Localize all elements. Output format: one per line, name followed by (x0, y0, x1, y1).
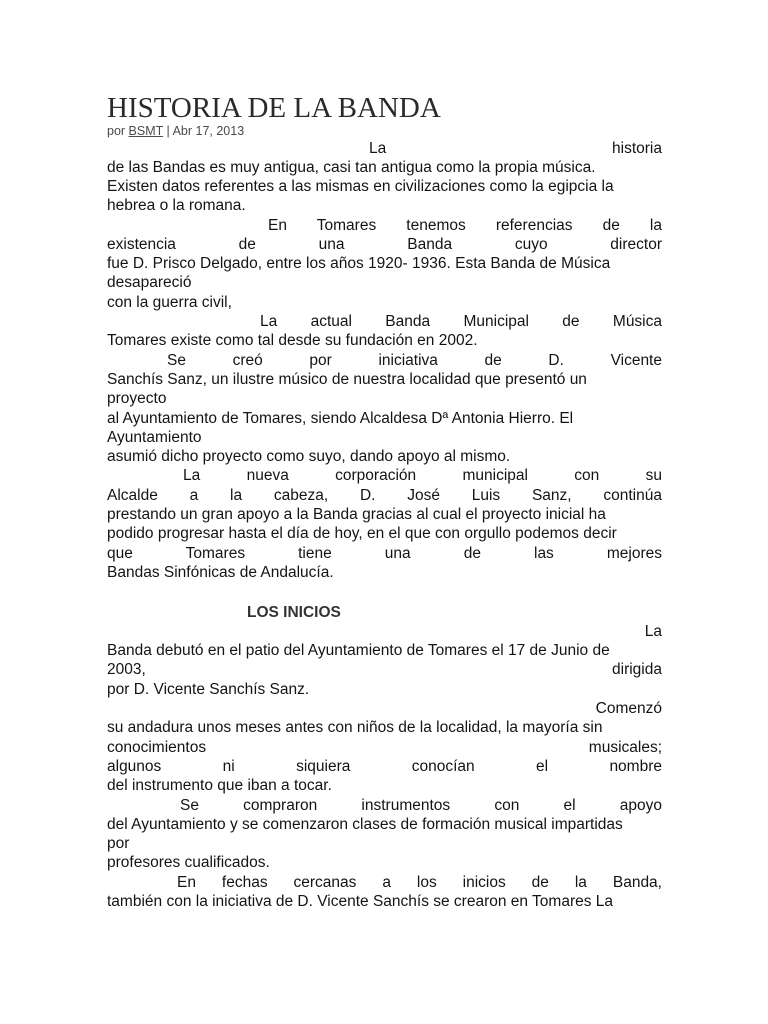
body-line: su andadura unos meses antes con niños de la localidad, la mayoría sin (107, 719, 603, 736)
body-line: por D. Vicente Sanchís Sanz. (107, 681, 310, 698)
body-line: La historia (369, 140, 662, 157)
body-line: Comenzó (595, 700, 662, 717)
body-line: La actual Banda Municipal de Música (260, 313, 662, 330)
body-line: Alcalde a la cabeza, D. José Luis Sanz, continúa (107, 487, 662, 504)
body-line: que Tomares tiene una de las mejores (107, 545, 662, 562)
body-line: desapareció (107, 274, 192, 291)
body-line: de las Bandas es muy antigua, casi tan antigua como la propia música. (107, 159, 596, 176)
body-line: al Ayuntamiento de Tomares, siendo Alcaldesa Dª Antonia Hierro. El (107, 410, 574, 427)
body-line: profesores cualificados. (107, 854, 270, 871)
body-line: algunos ni siquiera conocían el nombre (107, 758, 662, 775)
body-line: Se compraron instrumentos con el apoyo (180, 797, 662, 814)
body-line: existencia de una Banda cuyo director (107, 236, 662, 253)
body-line: del instrumento que iban a tocar. (107, 777, 332, 794)
body-line: hebrea o la romana. (107, 197, 246, 214)
body-line: Se creó por iniciativa de D. Vicente (167, 352, 662, 369)
body-line: Ayuntamiento (107, 429, 202, 446)
post-date: Abr 17, 2013 (172, 124, 245, 138)
body-line: Sanchís Sanz, un ilustre músico de nuestra localidad que presentó un (107, 371, 587, 388)
body-line: prestando un gran apoyo a la Banda gracias al cual el proyecto inicial ha (107, 506, 606, 523)
body-line: La (644, 623, 662, 640)
body-line: por (107, 835, 130, 852)
body-line: En fechas cercanas a los inicios de la Banda, (177, 874, 662, 891)
body-line: también con la iniciativa de D. Vicente Sanchís se crearon en Tomares La (107, 893, 614, 910)
body-line: conocimientos (107, 739, 207, 756)
body-line: Existen datos referentes a las mismas en civilizaciones como la egipcia la (107, 178, 614, 195)
body-line: Banda debutó en el patio del Ayuntamiento de Tomares el 17 de Junio de (107, 642, 610, 659)
body-line: 2003, (107, 661, 146, 678)
body-line: Bandas Sinfónicas de Andalucía. (107, 564, 334, 581)
body-line: del Ayuntamiento y se comenzaron clases de formación musical impartidas (107, 816, 623, 833)
body-line: con la guerra civil, (107, 294, 232, 311)
author-link[interactable]: BSMT (128, 124, 164, 138)
body-line: dirigida (612, 661, 662, 678)
body-line: La nueva corporación municipal con su (183, 467, 662, 484)
page-title: HISTORIA DE LA BANDA (107, 92, 441, 124)
body-line: En Tomares tenemos referencias de la (268, 217, 662, 234)
body-line: Tomares existe como tal desde su fundación en 2002. (107, 332, 478, 349)
meta-prefix: por (107, 124, 129, 138)
body-line: podido progresar hasta el día de hoy, en el que con orgullo podemos decir (107, 525, 617, 542)
body-line: musicales; (588, 739, 662, 756)
meta-separator: | (163, 124, 173, 138)
body-line: fue D. Prisco Delgado, entre los años 1920- 1936. Esta Banda de Música (107, 255, 611, 272)
body-line: asumió dicho proyecto como suyo, dando apoyo al mismo. (107, 448, 511, 465)
section-heading: LOS INICIOS (247, 604, 341, 621)
post-meta (107, 124, 244, 139)
body-line: proyecto (107, 390, 167, 407)
